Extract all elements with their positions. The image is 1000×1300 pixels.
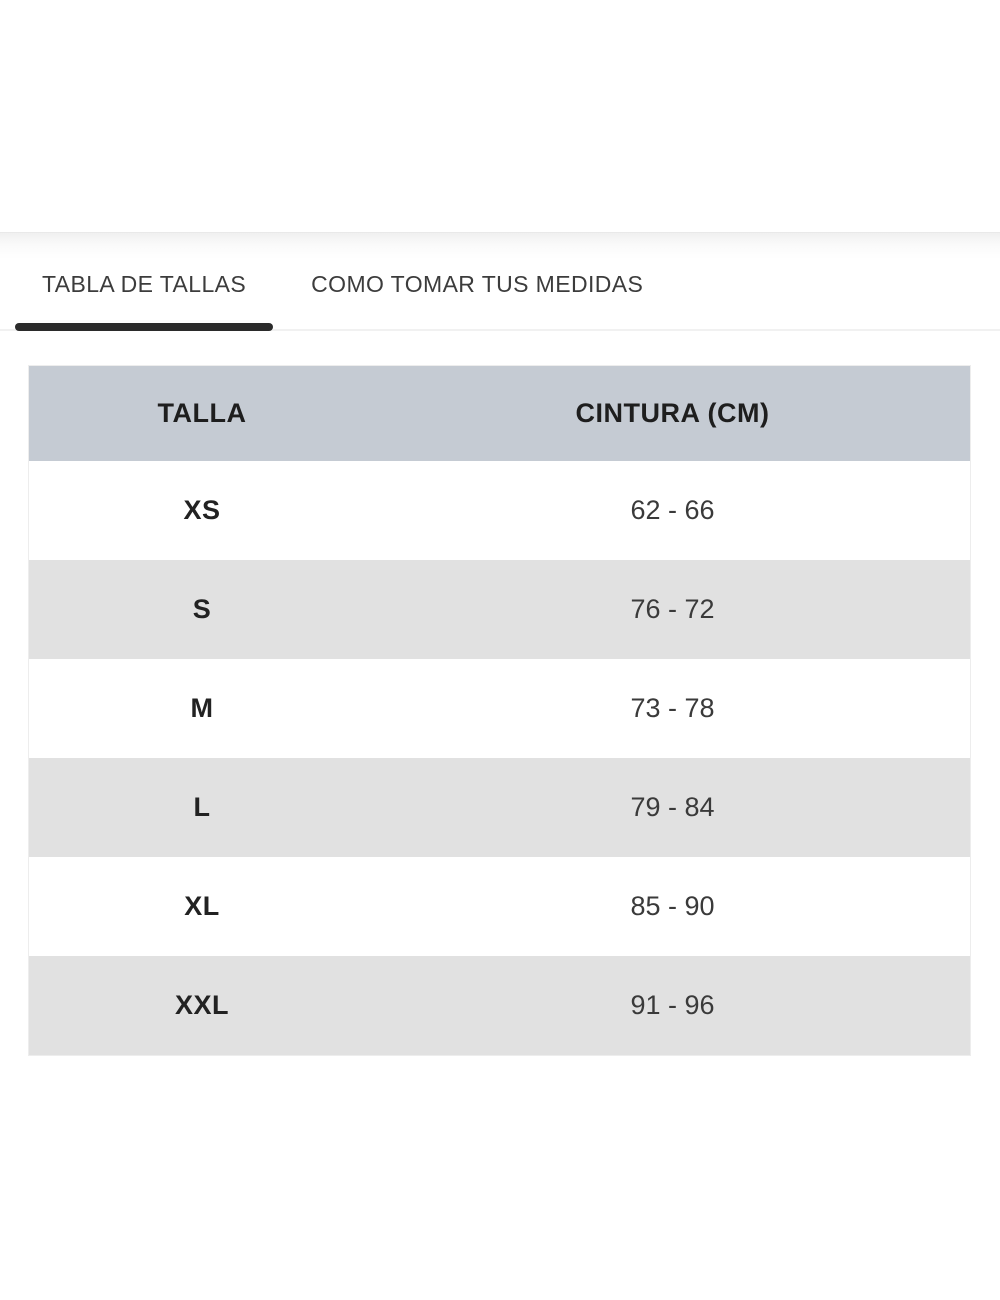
size-cell: M <box>29 659 375 758</box>
header-row <box>29 366 970 461</box>
active-tab-indicator <box>15 323 273 331</box>
table-row <box>29 461 970 560</box>
column-header-size: TALLA <box>29 366 375 461</box>
waist-range-cell: 62 - 66 <box>375 461 970 560</box>
tab-bar <box>15 262 670 331</box>
size-table-body <box>29 461 970 1055</box>
size-cell: XS <box>29 461 375 560</box>
table-row <box>29 857 970 956</box>
size-table <box>28 365 971 1056</box>
size-cell: S <box>29 560 375 659</box>
tab-size-chart[interactable] <box>15 262 273 331</box>
tab-size-chart-label: TABLA DE TALLAS <box>42 271 247 297</box>
column-header-waist: CINTURA (CM) <box>375 366 970 461</box>
table-row <box>29 659 970 758</box>
size-cell: XL <box>29 857 375 956</box>
panel-top-shadow <box>0 232 1000 259</box>
waist-range-cell: 73 - 78 <box>375 659 970 758</box>
waist-range-cell: 85 - 90 <box>375 857 970 956</box>
waist-range-cell: 79 - 84 <box>375 758 970 857</box>
size-cell: L <box>29 758 375 857</box>
waist-range-cell: 91 - 96 <box>375 956 970 1055</box>
tab-how-to-measure[interactable] <box>284 262 670 331</box>
waist-range-cell: 76 - 72 <box>375 560 970 659</box>
table-row <box>29 758 970 857</box>
size-cell: XXL <box>29 956 375 1055</box>
table-row <box>29 956 970 1055</box>
tab-how-to-measure-label: COMO TOMAR TUS MEDIDAS <box>311 271 644 297</box>
table-row <box>29 560 970 659</box>
size-table-header <box>29 366 970 461</box>
